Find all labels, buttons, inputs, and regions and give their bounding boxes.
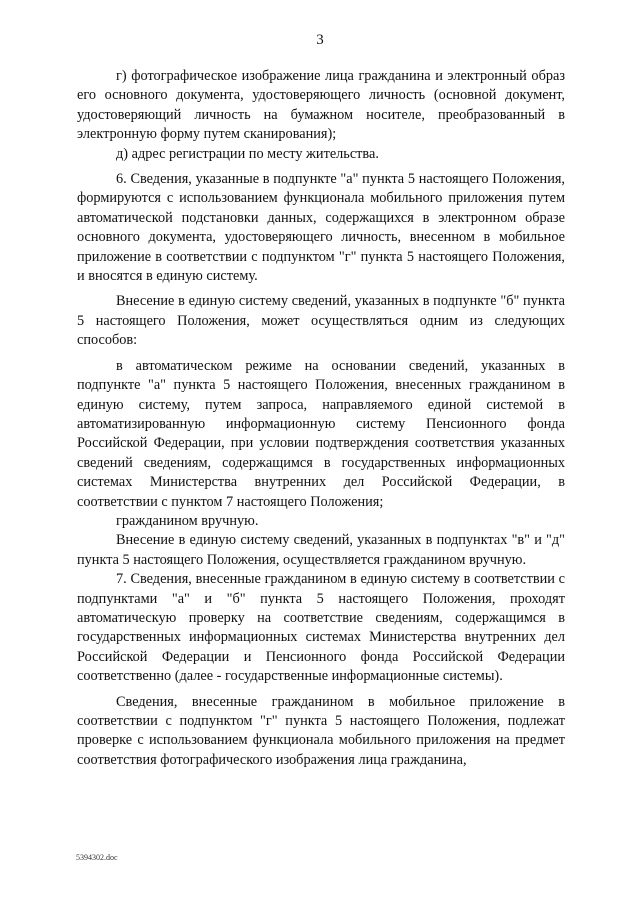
paragraph-manual-entry: гражданином вручную.	[116, 512, 259, 529]
page-number: 3	[316, 32, 324, 48]
document-body	[77, 67, 565, 770]
paragraph-photo-verification: Сведения, внесенные гражданином в мобильное приложение в соответствии с подпунктом "г" пункта 5 настоящего Положения, подлежат проверке с использованием функционала мобильного приложения на предмет соответствия фотографического изображения лица гражданина,	[77, 693, 565, 768]
paragraph-item-6: 6. Сведения, указанные в подпункте "а" пункта 5 настоящего Положения, формируются с использованием функционала мобильного приложения путем автоматической подстановки данных, содержащихся в электронном образе основного документа, удостоверяющего личность, внесенном в мобильное приложение в соответствии с подпунктом "г" пункта 5 настоящего Положения, и вносятся в единую систему.	[77, 171, 565, 285]
paragraph-subitem-g: г) фотографическое изображение лица гражданина и электронный образ его основного документа, удостоверяющего личность (основной документ, удостоверяющий личность на бумажном носителе, преобразованный в электронную форму путем сканирования);	[77, 68, 565, 143]
footer-doc-id: 5394302.doc	[76, 853, 118, 862]
paragraph-item-7: 7. Сведения, внесенные гражданином в единую систему в соответствии с подпунктами "а" и "б" пункта 5 настоящего Положения, проходят автоматическую проверку на соответствие сведениям, содержащимся в государственных информационных системах Министерства внутренних дел Российской Федерации и Пенсионного фонда Российской Федерации соответственно (далее - государственные информационные системы).	[77, 571, 565, 685]
paragraph-manual-entry-v-d: Внесение в единую систему сведений, указанных в подпунктах "в" и "д" пункта 5 настоящего Положения, осуществляется гражданином вручную.	[77, 532, 565, 568]
paragraph-subitem-d: д) адрес регистрации по месту жительства.	[116, 145, 379, 162]
paragraph-automatic-mode: в автоматическом режиме на основании сведений, указанных в подпункте "а" пункта 5 настоящего Положения, внесенных гражданином в единую систему, путем запроса, направляемого единой системой в автоматизированную информационную систему Пенсионного фонда Российской Федерации, при условии подтверждения соответствия указанных сведений сведениям, содержащимся в государственных информационных системах Министерства внутренних дел Российской Федерации, в соответствии с пунктом 7 настоящего Положения;	[77, 357, 565, 510]
paragraph-entry-methods: Внесение в единую систему сведений, указанных в подпункте "б" пункта 5 настоящего Положения, может осуществляться одним из следующих способов:	[77, 293, 565, 349]
